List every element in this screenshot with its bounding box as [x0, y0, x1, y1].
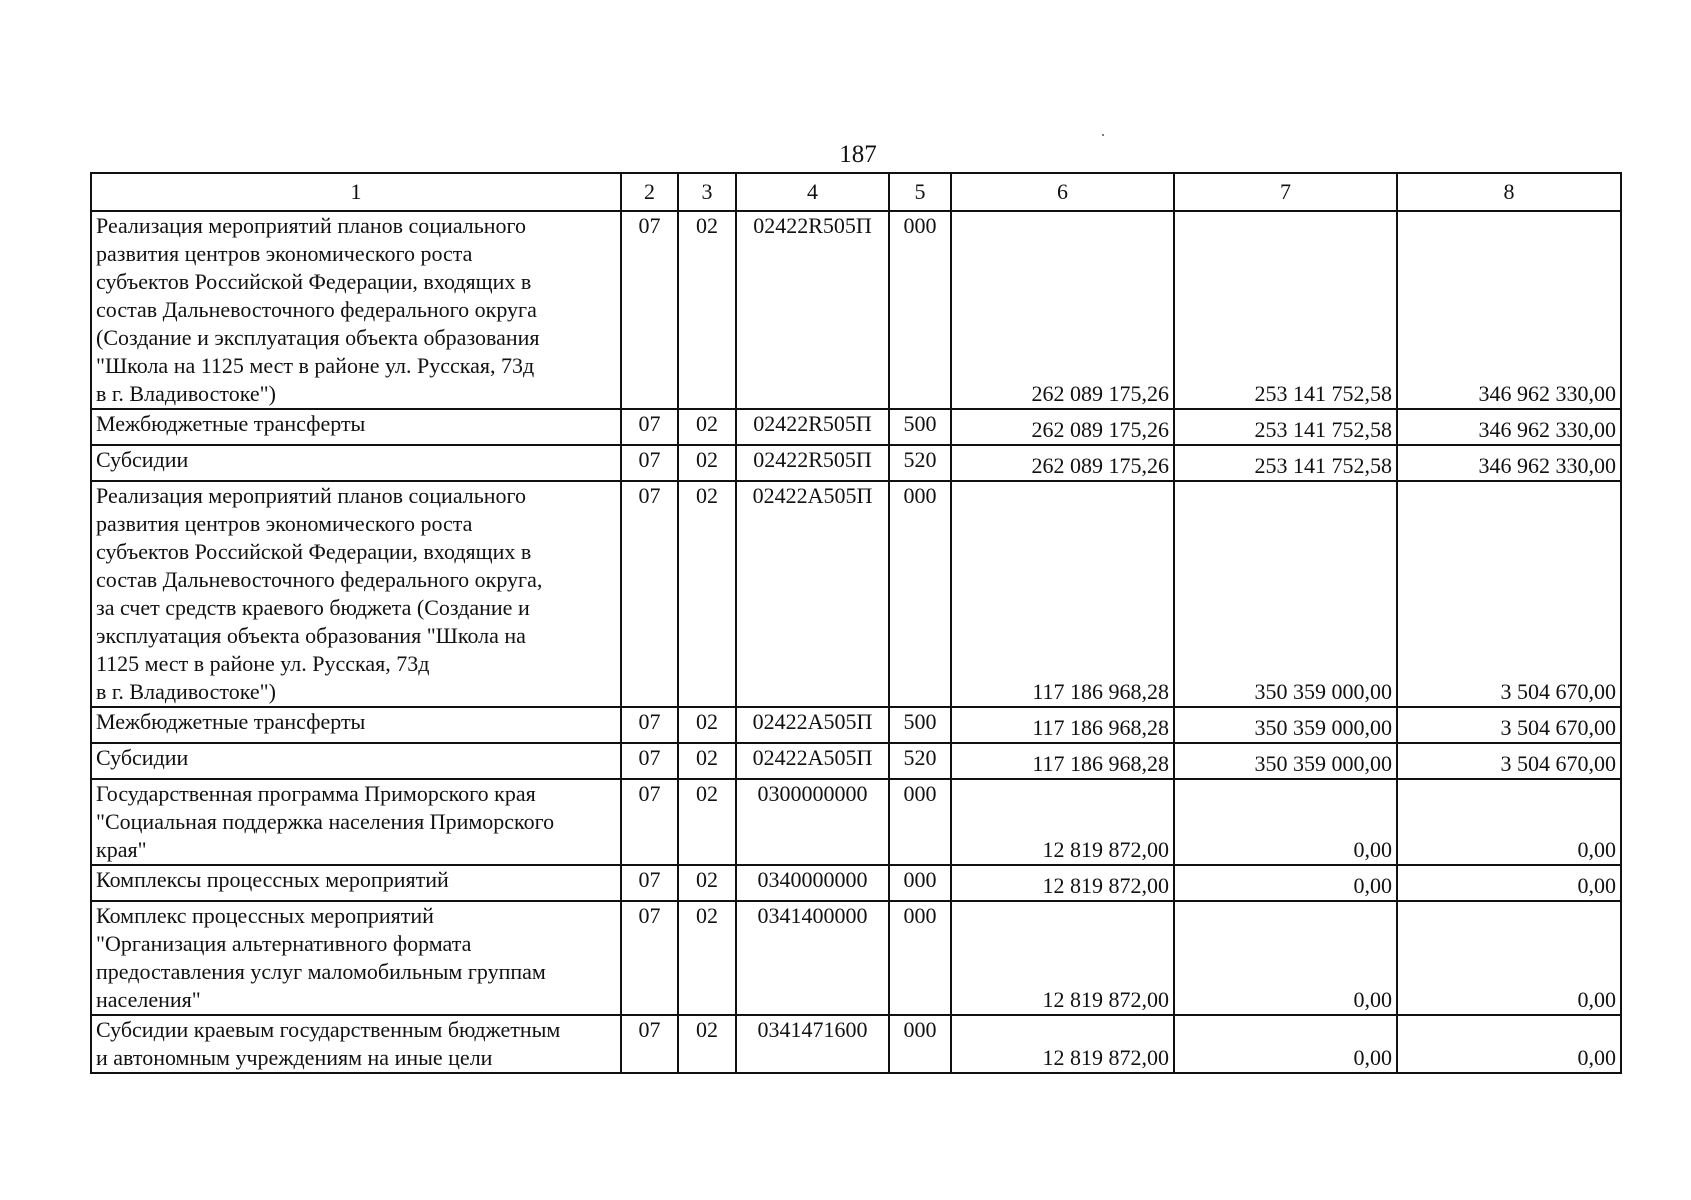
header-col-1: 1 [91, 173, 621, 211]
row-section: 07 [621, 707, 678, 743]
row-amount-6: 117 186 968,28 [951, 707, 1174, 743]
row-expense-type: 000 [889, 1015, 951, 1073]
table-row [91, 707, 1621, 743]
row-name: Субсидии краевым государственным бюджетным и автономным учреждениям на иные цели [91, 1015, 621, 1073]
row-amount-6: 12 819 872,00 [951, 865, 1174, 901]
header-col-4: 4 [736, 173, 889, 211]
header-col-7: 7 [1174, 173, 1397, 211]
row-expense-type: 500 [889, 409, 951, 445]
row-amount-7: 350 359 000,00 [1174, 743, 1397, 779]
row-expense-type: 000 [889, 481, 951, 707]
row-amount-6: 12 819 872,00 [951, 779, 1174, 865]
row-target-code: 02422A505П [736, 743, 889, 779]
row-amount-8: 0,00 [1397, 865, 1621, 901]
scan-speck [1102, 134, 1104, 136]
row-section: 07 [621, 445, 678, 481]
row-subsection: 02 [678, 481, 736, 707]
table-row [91, 779, 1621, 865]
row-section: 07 [621, 211, 678, 409]
row-amount-8: 0,00 [1397, 779, 1621, 865]
row-amount-6: 262 089 175,26 [951, 211, 1174, 409]
row-amount-6: 262 089 175,26 [951, 445, 1174, 481]
row-target-code: 02422R505П [736, 409, 889, 445]
row-subsection: 02 [678, 1015, 736, 1073]
table-row [91, 409, 1621, 445]
row-section: 07 [621, 779, 678, 865]
row-section: 07 [621, 409, 678, 445]
row-name: Комплексы процессных мероприятий [91, 865, 621, 901]
page-number: 187 [839, 141, 877, 168]
row-name: Реализация мероприятий планов социального развития центров экономического роста субъектов Российской Федерации, входящих в состав Дальневосточного федерального округа, за счет средств краевого бюджета (Создание и эксплуатация объекта образования "Школа на 1125 мест в районе ул. Русская, 73д в г. Владивостоке") [91, 481, 621, 707]
row-subsection: 02 [678, 743, 736, 779]
table-row [91, 445, 1621, 481]
row-amount-8: 346 962 330,00 [1397, 211, 1621, 409]
row-section: 07 [621, 865, 678, 901]
row-target-code: 0340000000 [736, 865, 889, 901]
header-col-6: 6 [951, 173, 1174, 211]
row-target-code: 0341400000 [736, 901, 889, 1015]
row-amount-8: 0,00 [1397, 901, 1621, 1015]
row-section: 07 [621, 743, 678, 779]
row-name: Межбюджетные трансферты [91, 409, 621, 445]
table-row [91, 901, 1621, 1015]
row-amount-7: 253 141 752,58 [1174, 445, 1397, 481]
row-amount-7: 253 141 752,58 [1174, 409, 1397, 445]
row-amount-6: 12 819 872,00 [951, 1015, 1174, 1073]
row-target-code: 0341471600 [736, 1015, 889, 1073]
header-row [91, 173, 1621, 211]
row-expense-type: 000 [889, 779, 951, 865]
header-col-8: 8 [1397, 173, 1621, 211]
row-amount-8: 0,00 [1397, 1015, 1621, 1073]
row-section: 07 [621, 1015, 678, 1073]
row-expense-type: 000 [889, 211, 951, 409]
row-name: Комплекс процессных мероприятий "Организация альтернативного формата предоставления услуг маломобильным группам населения" [91, 901, 621, 1015]
row-amount-8: 346 962 330,00 [1397, 409, 1621, 445]
budget-table [90, 172, 1622, 1074]
row-section: 07 [621, 901, 678, 1015]
row-amount-7: 0,00 [1174, 1015, 1397, 1073]
row-subsection: 02 [678, 779, 736, 865]
table-row [91, 865, 1621, 901]
header-col-2: 2 [621, 173, 678, 211]
row-amount-7: 0,00 [1174, 865, 1397, 901]
table-row [91, 481, 1621, 707]
row-subsection: 02 [678, 409, 736, 445]
row-expense-type: 520 [889, 445, 951, 481]
row-subsection: 02 [678, 211, 736, 409]
header-col-5: 5 [889, 173, 951, 211]
row-expense-type: 000 [889, 901, 951, 1015]
row-subsection: 02 [678, 901, 736, 1015]
row-expense-type: 520 [889, 743, 951, 779]
row-expense-type: 000 [889, 865, 951, 901]
row-amount-8: 3 504 670,00 [1397, 481, 1621, 707]
row-amount-8: 3 504 670,00 [1397, 743, 1621, 779]
row-amount-7: 350 359 000,00 [1174, 481, 1397, 707]
row-name: Реализация мероприятий планов социального развития центров экономического роста субъектов Российской Федерации, входящих в состав Дальневосточного федерального округа (Создание и эксплуатация объекта образования "Школа на 1125 мест в районе ул. Русская, 73д в г. Владивостоке") [91, 211, 621, 409]
row-target-code: 02422R505П [736, 211, 889, 409]
row-section: 07 [621, 481, 678, 707]
row-amount-7: 0,00 [1174, 779, 1397, 865]
row-amount-6: 117 186 968,28 [951, 743, 1174, 779]
row-amount-8: 346 962 330,00 [1397, 445, 1621, 481]
row-amount-6: 12 819 872,00 [951, 901, 1174, 1015]
row-target-code: 02422R505П [736, 445, 889, 481]
row-subsection: 02 [678, 445, 736, 481]
table-row [91, 211, 1621, 409]
row-name: Субсидии [91, 743, 621, 779]
row-target-code: 0300000000 [736, 779, 889, 865]
table-row [91, 743, 1621, 779]
row-amount-7: 350 359 000,00 [1174, 707, 1397, 743]
row-target-code: 02422A505П [736, 707, 889, 743]
row-amount-7: 0,00 [1174, 901, 1397, 1015]
row-expense-type: 500 [889, 707, 951, 743]
row-amount-7: 253 141 752,58 [1174, 211, 1397, 409]
row-name: Межбюджетные трансферты [91, 707, 621, 743]
row-amount-6: 262 089 175,26 [951, 409, 1174, 445]
row-subsection: 02 [678, 707, 736, 743]
row-name: Субсидии [91, 445, 621, 481]
table-row [91, 1015, 1621, 1073]
row-name: Государственная программа Приморского края "Социальная поддержка населения Приморского края" [91, 779, 621, 865]
row-target-code: 02422A505П [736, 481, 889, 707]
row-amount-8: 3 504 670,00 [1397, 707, 1621, 743]
row-amount-6: 117 186 968,28 [951, 481, 1174, 707]
row-subsection: 02 [678, 865, 736, 901]
header-col-3: 3 [678, 173, 736, 211]
